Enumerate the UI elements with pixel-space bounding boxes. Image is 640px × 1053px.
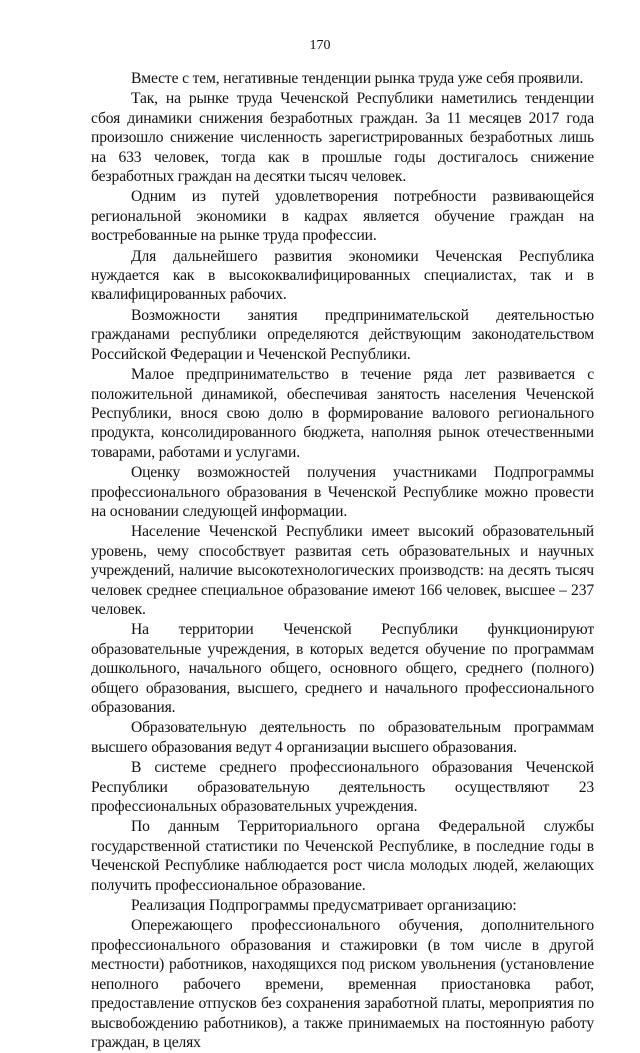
paragraph: Одним из путей удовлетворения потребности развивающейся региональной экономики в кадрах является обучение граждан на востребованные на рынке труда профессии. [91,188,594,245]
page-number: 170 [309,38,331,53]
paragraph: Опережающего профессионального обучения, дополнительного профессионального образования и стажировки (в том числе в другой местности) работников, находящихся под риском увольнения (установление неполного рабочего времени, временная приостановка работ, предоставление отпусков без сохранения заработной платы, мероприятия по высвобождению работников), а также принимаемых на постоянную работу граждан, в целях [91,917,594,1051]
paragraph: Так, на рынке труда Чеченской Республики наметились тенденции сбоя динамики снижения безработных граждан. За 11 месяцев 2017 года произошло снижение численность зарегистрированных безработных лишь на 633 человек, тогда как в прошлые годы достигалось снижение безработных граждан на десятки тысяч человек. [91,90,594,186]
paragraph: Вместе с тем, негативные тенденции рынка труда уже себя проявили. [131,70,584,87]
paragraph: Малое предпринимательство в течение ряда лет развивается с положительной динамикой, обеспечивая занятость населения Чеченской Республики, внося свою долю в формирование валового регионального продукта, консолидированного бюджета, наполняя рынок отечественными товарами, работами и услугами. [91,366,594,461]
paragraph: Образовательную деятельность по образовательным программам высшего образования ведут 4 организации высшего образования. [91,719,594,756]
paragraph: В системе среднего профессионального образования Чеченской Республики образовательную деятельность осуществляют 23 профессиональных образовательных учреждения. [91,759,594,816]
paragraph: На территории Чеченской Республики функционируют образовательные учреждения, в которых ведется обучение по программам дошкольного, начального общего, основного общего, среднего (полного) общего образования, высшего, среднего и начального профессионального образования. [91,621,594,716]
paragraph: Оценку возможностей получения участниками Подпрограммы профессионального образования в Чеченской Республике можно провести на основании следующей информации. [91,464,594,520]
paragraph: Для дальнейшего развития экономики Чеченская Республика нуждается как в высококвалифицированных специалистах, так и в квалифицированных рабочих. [91,247,594,304]
paragraph: По данным Территориального органа Федеральной службы государственной статистики по Чеченской Республике, в последние годы в Чеченской Республике наблюдается рост числа молодых людей, желающих получить профессиональное образование. [91,818,594,894]
paragraph: Население Чеченской Республики имеет высокий образовательный уровень, чему способствует развитая сеть образовательных и научных учреждений, наличие высокотехнологических производств: на десять тысяч человек среднее специальное образование имеют 166 человек, высшее – 237 человек. [91,523,594,618]
paragraph: Возможности занятия предпринимательской деятельностью гражданами республики определяются действующим законодательством Российской Федерации и Чеченской Республики. [91,306,594,363]
document-body [91,69,594,1053]
paragraph: Реализация Подпрограммы предусматривает организацию: [131,897,517,915]
